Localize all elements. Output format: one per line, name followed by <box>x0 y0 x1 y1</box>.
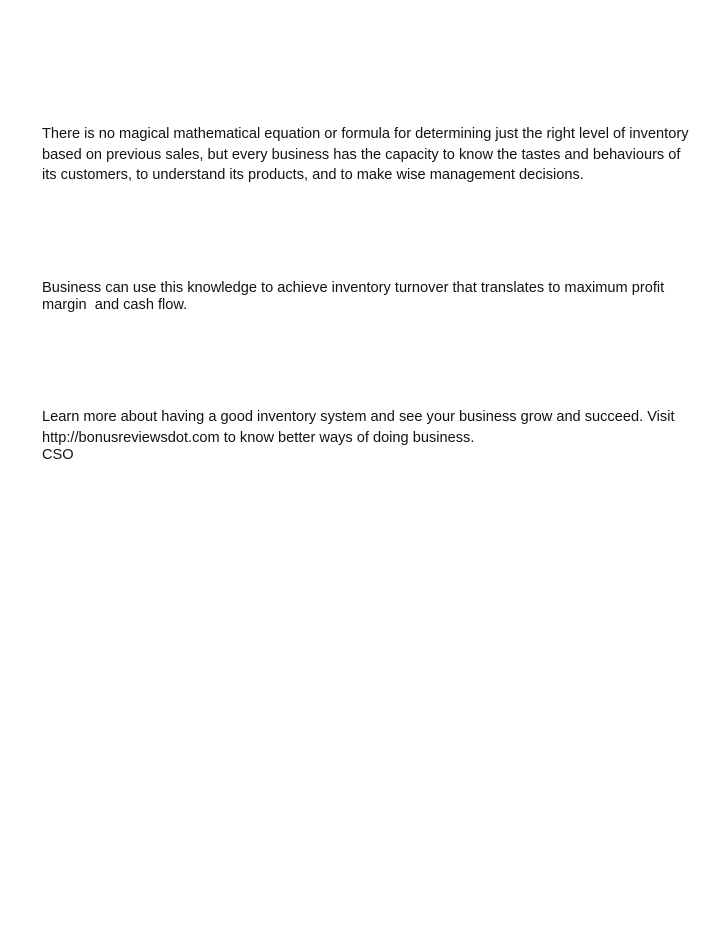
paragraph-signature: CSO <box>42 447 74 463</box>
paragraph-line: There is no magical mathematical equation or formula for determining just the right level of inventory <box>42 126 689 142</box>
paragraph-line: margin and cash flow. <box>42 297 188 313</box>
paragraph-line: Business can use this knowledge to achieve inventory turnover that translates to maximum profit <box>42 280 665 296</box>
paragraph-line: its customers, to understand its products, and to make wise management decisions. <box>42 167 584 183</box>
paragraph-line: based on previous sales, but every business has the capacity to know the tastes and behaviours of <box>42 147 681 163</box>
paragraph-line: http://bonusreviewsdot.com to know better ways of doing business. <box>42 430 475 446</box>
paragraph-line: Learn more about having a good inventory system and see your business grow and succeed. Visit <box>42 409 675 425</box>
